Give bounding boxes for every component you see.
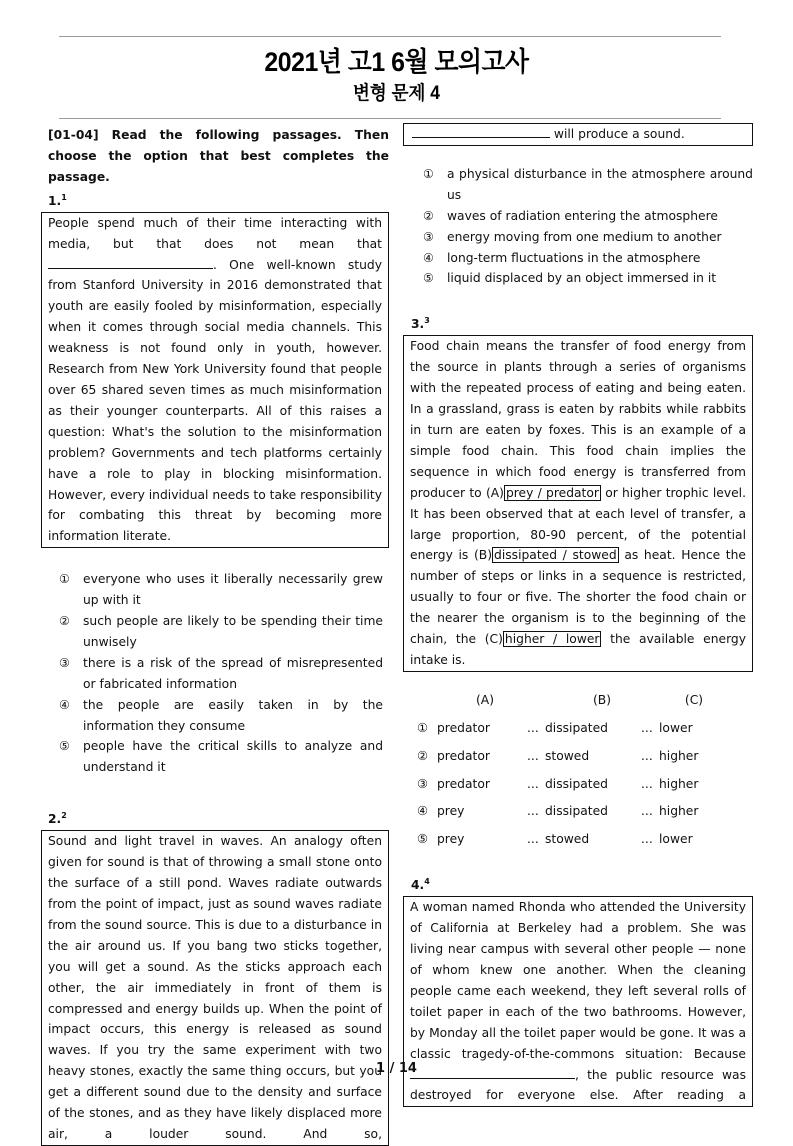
choice-b-box: dissipated / stowed: [494, 548, 617, 563]
option-4[interactable]: ④ the people are easily taken in by the information they consume: [59, 697, 383, 733]
left-column: [41, 125, 389, 1146]
option-3[interactable]: ③ energy moving from one medium to another: [423, 229, 722, 244]
option-5[interactable]: ⑤ people have the critical skills to analyze and understand it: [59, 739, 383, 775]
choice-a-box: prey / predator: [505, 485, 599, 500]
question-2-number: 2.$^2$: [48, 811, 67, 827]
column-c-header: (C): [684, 692, 704, 707]
question-3-number: 3.$^3$: [411, 316, 430, 332]
option-1[interactable]: ① everyone who uses it liberally necessarily grew up with it: [59, 572, 383, 608]
question-4-passage: A woman named Rhonda who attended the University of California at Berkeley had a problem. She was living near campus with several other people — none of whom knew one another. When the cleaning people came each weekend, they left several rolls of toilet paper in each of the two bathrooms. However, by Monday all the toilet paper would be gone. It was a classic tragedy-of-the-commons situation: Because , the public resource was destroyed for everyone else. After reading a: [403, 896, 753, 1107]
question-2-passage-continued: will produce a sound.: [403, 123, 753, 146]
option-3-num[interactable]: ③: [417, 776, 429, 791]
option-3[interactable]: ③ there is a risk of the spread of misrepresented or fabricated information: [59, 655, 383, 691]
column-a-header: (A): [475, 692, 494, 707]
question-3-passage: Food chain means the transfer of food energy from the source in plants through a series of organisms with the repeated process of eating and being eaten. In a grassland, grass is eaten by rabbits while rabbits in turn are eaten by foxes. This is an example of a simple food chain. This food chain implies the sequence in which food energy is transferred from producer to (A) prey / predator or higher trophic level. It has been observed that at each level of transfer, a large proportion, 80-90 percent, of the potential energy is (B) dissipated / stowed as heat. Hence the number of steps or links in a sequence is restricted, usually to four or five. The shorter the food chain or the nearer the organism is to the beginning of the chain, the (C) higher / lower the available energy intake is.: [403, 335, 753, 672]
page-subtitle: 변형 문제 4: [353, 83, 440, 104]
answer-blank: [48, 257, 213, 269]
right-column: [403, 123, 753, 1107]
page-number: 1 / 14: [376, 1061, 417, 1076]
option-2-num[interactable]: ②: [417, 748, 429, 763]
choice-c-box: higher / lower: [504, 632, 600, 647]
question-1-passage: People spend much of their time interacting with media, but that does not mean that . One well-known study from Stanford University in 2016 demonstrated that youth are easily fooled by misinformation, especially when it comes through social media channels. This weakness is not found only in youth, however. Research from New York University found that people over 65 shared seven times as much misinformation as their younger counterparts. All of this raises a question: What's the solution to the misinformation problem? Governments and tech platforms certainly have a role to play in blocking misinformation. However, every individual needs to take responsibility for combating this threat by becoming more information literate.: [41, 212, 389, 549]
answer-blank: [412, 126, 550, 138]
option-1-num[interactable]: ①: [417, 720, 429, 735]
option-2[interactable]: ② waves of radiation entering the atmosphere: [423, 208, 718, 223]
question-2-options: [403, 164, 753, 289]
question-1-number: 1.$^1$: [48, 192, 67, 208]
question-3-options: (A) (B) (C) ① predator ... dissipated ... lower ② predator ... stowed ... higher ③ predator ... dissipated ... higher ④ prey ... dissipated ... higher ⑤ prey ... stowed ... lower: [403, 690, 753, 850]
header-top-rule: [59, 36, 721, 37]
column-b-header: (B): [592, 692, 612, 707]
option-5-num[interactable]: ⑤: [417, 832, 429, 847]
option-5[interactable]: ⑤ liquid displaced by an object immersed in it: [423, 271, 717, 286]
header-bottom-rule: [59, 118, 721, 119]
option-4[interactable]: ④ long-term fluctuations in the atmosphere: [423, 250, 701, 265]
option-1[interactable]: ① a physical disturbance in the atmosphere around us: [423, 166, 753, 202]
question-1-options: [41, 569, 389, 778]
question-2-passage: Sound and light travel in waves. An analogy often given for sound is that of throwing a small stone onto the surface of a still pond. Waves radiate outwards from the point of impact, just as sound waves radiate from the sound source. This is due to a disturbance in the air around us. If you bang two sticks together, you will get a sound. As the sticks approach each other, the air immediately in front of them is compressed and energy builds up. When the point of impact occurs, this energy is released as sound waves. If you try the same experiment with two heavy stones, exactly the same thing occurs, but you get a different sound due to the density and surface of the stones, and as they have likely displaced more air, a louder sound. And so,: [41, 830, 389, 1146]
question-4-number: 4.$^4$: [411, 877, 430, 893]
instructions: [01-04] Read the following passages. Then choose the option that best completes the passage.: [48, 128, 389, 184]
option-2[interactable]: ② such people are likely to be spending their time unwisely: [59, 614, 383, 649]
page-title: 2021년 고1 6월 모의고사: [264, 47, 529, 77]
option-4-num[interactable]: ④: [417, 804, 429, 819]
